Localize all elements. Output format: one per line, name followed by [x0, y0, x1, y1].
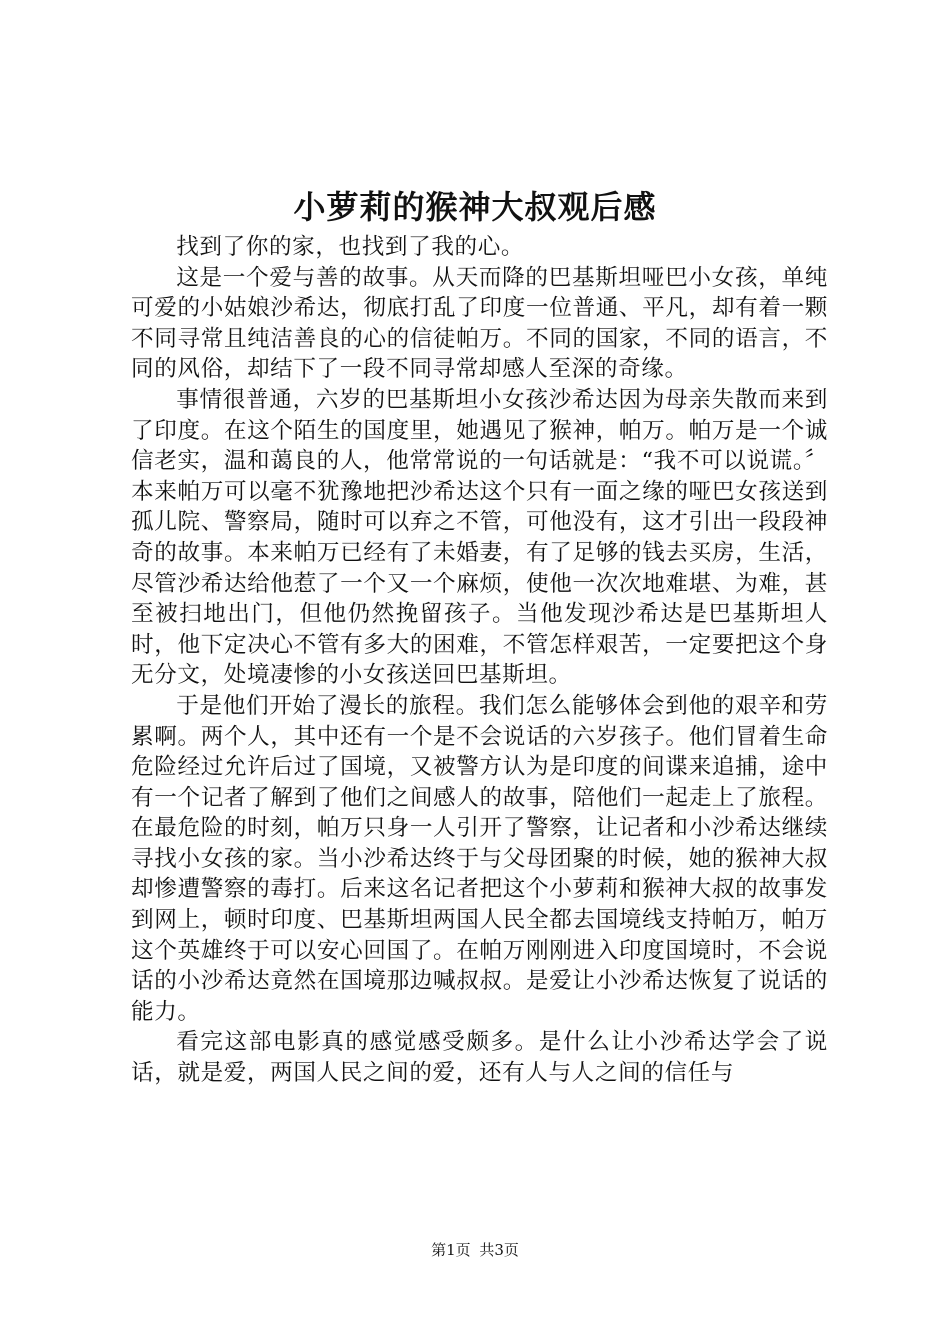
paragraph: 事情很普通，六岁的巴基斯坦小女孩沙希达因为母亲失散而来到了印度。在这个陌生的国度里，她遇见了猴神，帕万。帕万是一个诚信老实，温和蔼良的人，他常常说的一句话就是：“我不可以说谎。〞本来帕万可以毫不犹豫地把沙希达这个只有一面之缘的哑巴女孩送到孤儿院、警察局，随时可以弃之不管，可他没有，这才引出一段段神奇的故事。本来帕万已经有了未婚妻，有了足够的钱去买房，生活，尽管沙希达给他惹了一个又一个麻烦，使他一次次地难堪、为难，甚至被扫地出门，但他仍然挽留孩子。当他发现沙希达是巴基斯坦人时，他下定决心不管有多大的困难，不管怎样艰苦，一定要把这个身无分文，处境凄惨的小女孩送回巴基斯坦。 [131, 386, 828, 689]
page-footer: 第1页 共3页 [431, 1241, 519, 1259]
paragraph: 这是一个爱与善的故事。从天而降的巴基斯坦哑巴小女孩，单纯可爱的小姑娘沙希达，彻底打乱了印度一位普通、平凡，却有着一颗不同寻常且纯洁善良的心的信徒帕万。不同的国家，不同的语言，不同的风俗，却结下了一段不同寻常却感人至深的奇缘。 [131, 264, 828, 383]
document-body [131, 232, 828, 1089]
paragraph: 找到了你的家，也找到了我的心。 [176, 234, 525, 260]
paragraph: 于是他们开始了漫长的旅程。我们怎么能够体会到他的艰辛和劳累啊。两个人，其中还有一个是不会说话的六岁孩子。他们冒着生命危险经过允许后过了国境，又被警方认为是印度的间谍来追捕，途中有一个记者了解到了他们之间感人的故事，陪他们一起走上了旅程。在最危险的时刻，帕万只身一人引开了警察，让记者和小沙希达继续寻找小女孩的家。当小沙希达终于与父母团聚的时候，她的猴神大叔却惨遭警察的毒打。后来这名记者把这个小萝莉和猴神大叔的故事发到网上，顿时印度、巴基斯坦两国人民全都去国境线支持帕万，帕万这个英雄终于可以安心回国了。在帕万刚刚进入印度国境时，不会说话的小沙希达竟然在国境那边喊叔叔。是爱让小沙希达恢复了说话的能力。 [131, 692, 828, 1025]
page-title: 小萝莉的猴神大叔观后感 [293, 188, 657, 226]
paragraph: 看完这部电影真的感觉感受颇多。是什么让小沙希达学会了说话，就是爱，两国人民之间的爱，还有人与人之间的信任与 [131, 1029, 828, 1087]
